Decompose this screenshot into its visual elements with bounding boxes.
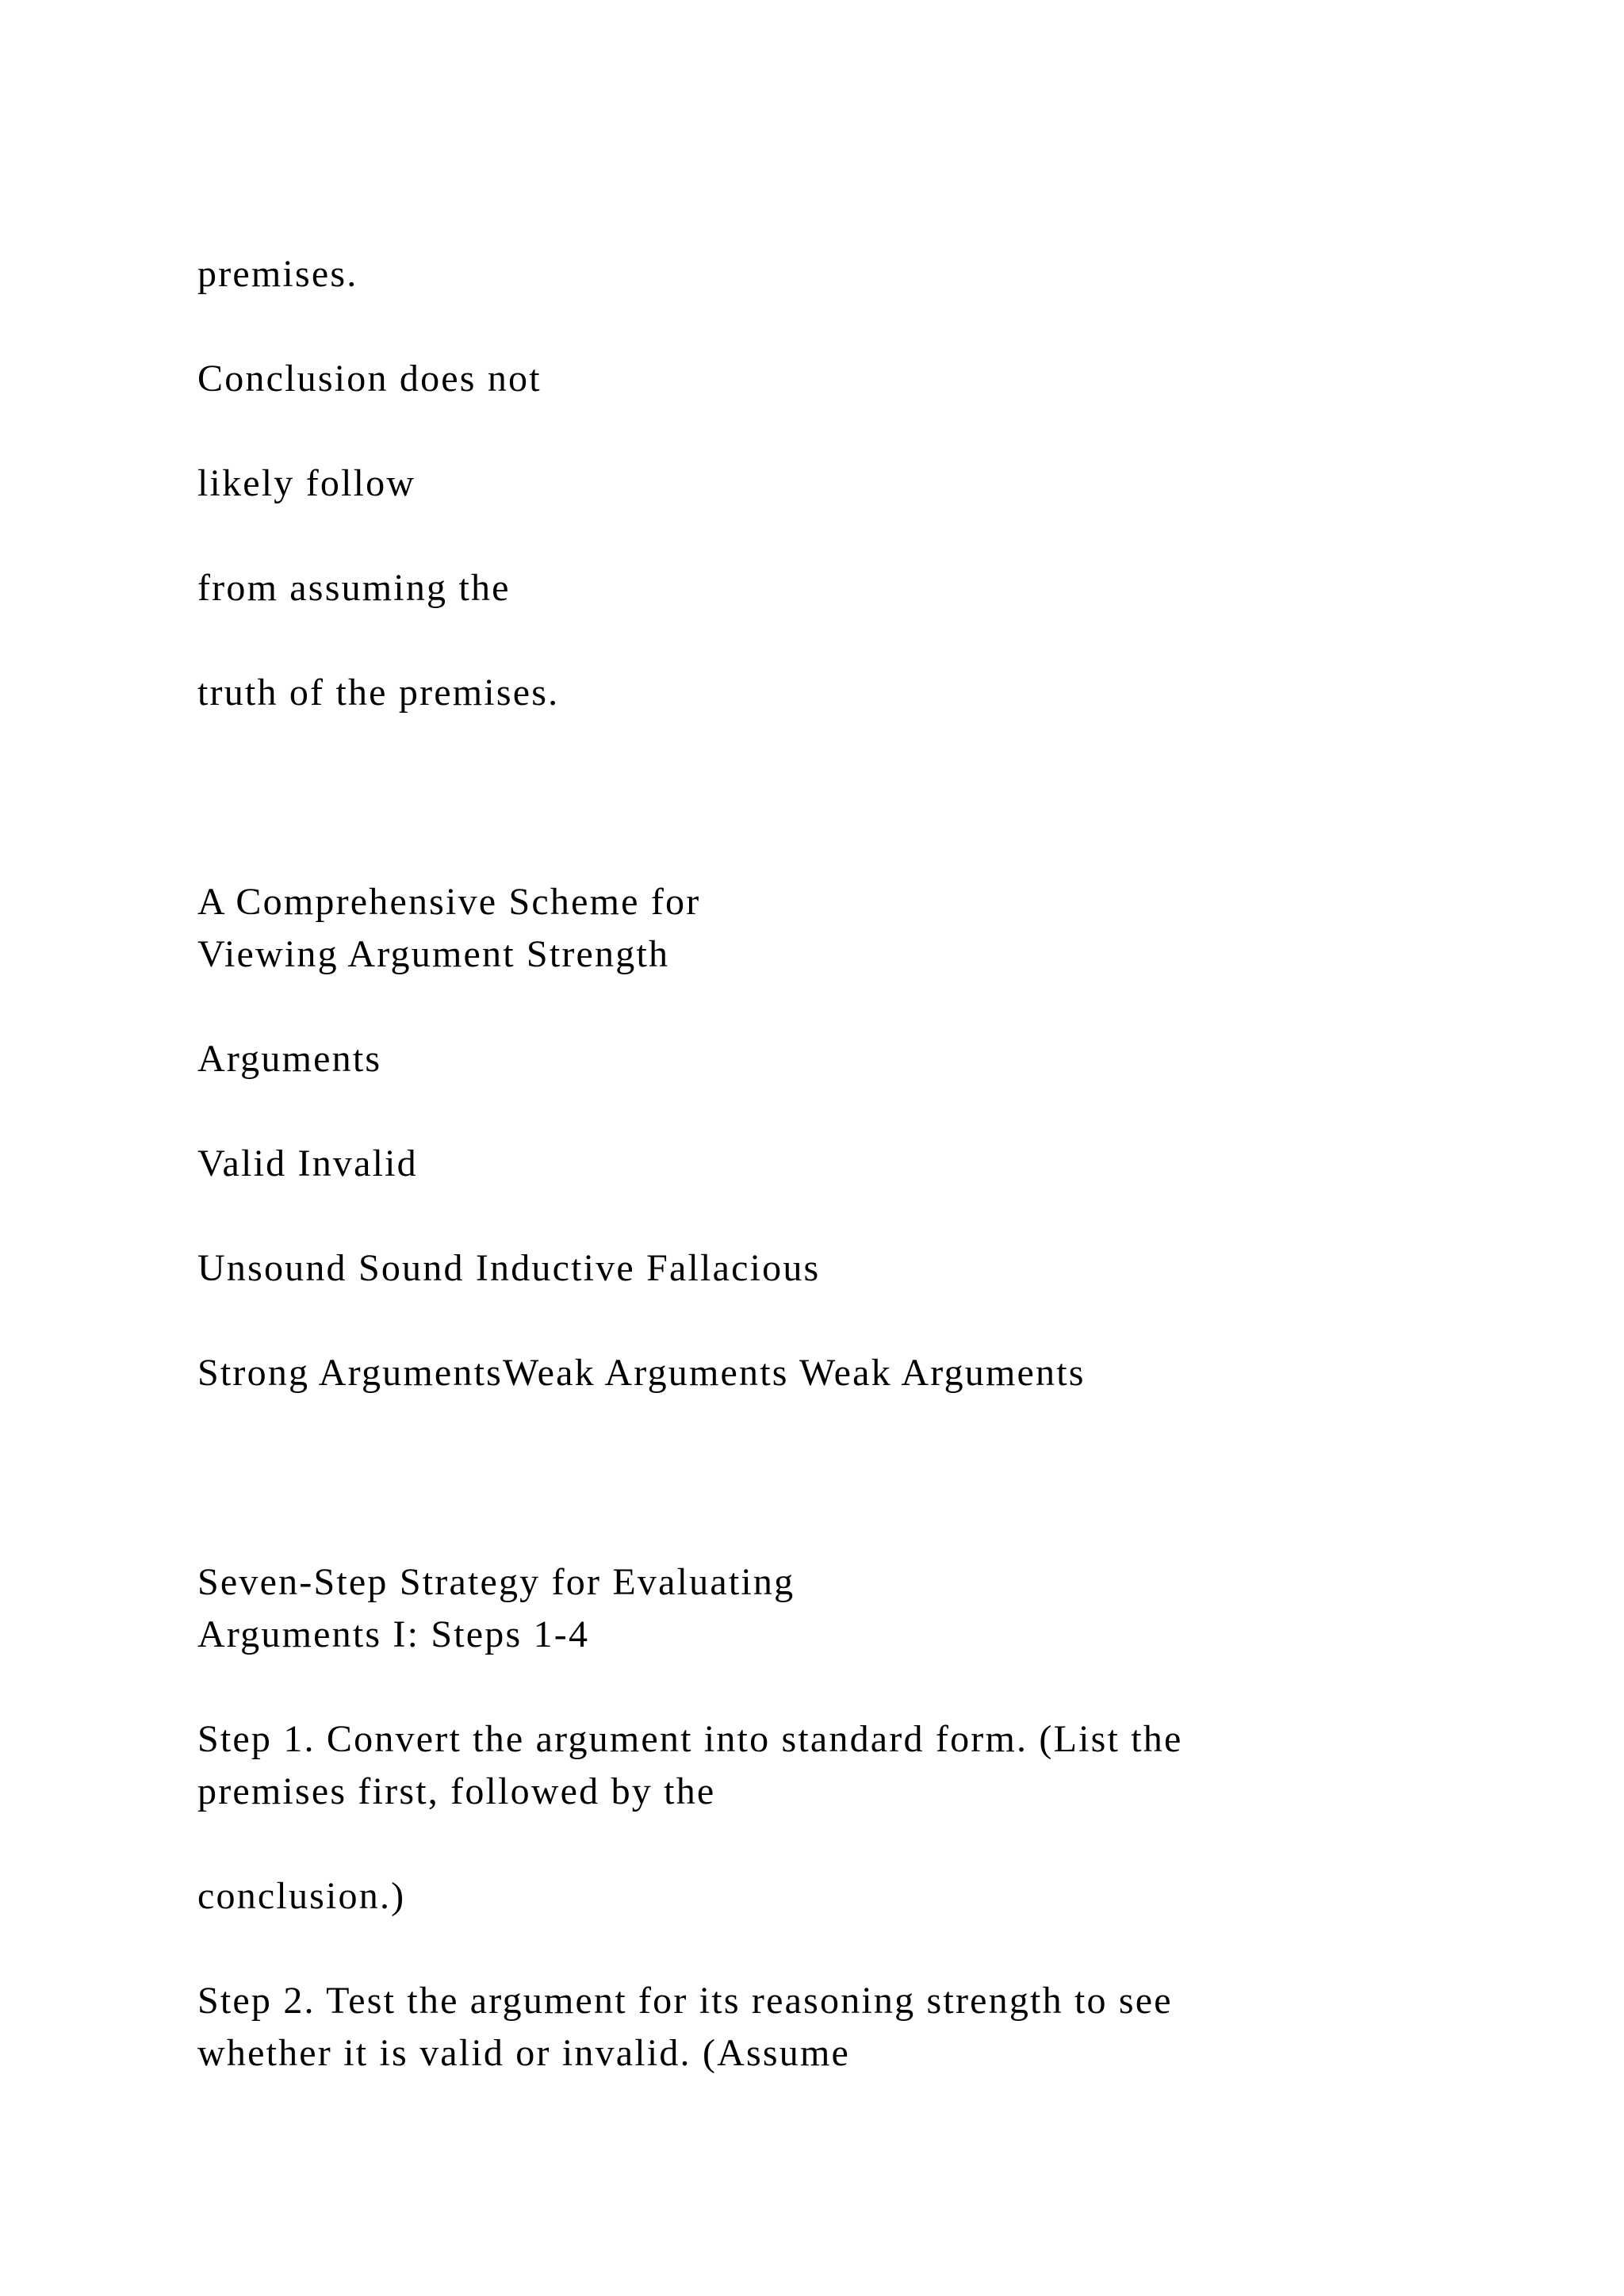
text-line: conclusion.) bbox=[197, 1875, 406, 1917]
text-line: from assuming the bbox=[197, 567, 511, 609]
text-line: truth of the premises. bbox=[197, 672, 560, 714]
text-line: Step 1. Convert the argument into standard form. (List the bbox=[197, 1718, 1183, 1760]
text-line: whether it is valid or invalid. (Assume bbox=[197, 2032, 851, 2074]
section-heading: Viewing Argument Strength bbox=[197, 933, 670, 975]
section-heading: Seven-Step Strategy for Evaluating bbox=[197, 1561, 795, 1603]
text-line: Unsound Sound Inductive Fallacious bbox=[197, 1247, 821, 1289]
text-line: Arguments bbox=[197, 1038, 382, 1080]
section-heading: A Comprehensive Scheme for bbox=[197, 881, 701, 923]
text-line: Step 2. Test the argument for its reasoning strength to see bbox=[197, 1980, 1173, 2022]
text-line: likely follow bbox=[197, 462, 416, 504]
text-line: Conclusion does not bbox=[197, 358, 542, 400]
text-line: premises. bbox=[197, 253, 358, 295]
text-line: Valid Invalid bbox=[197, 1142, 418, 1184]
text-line: premises first, followed by the bbox=[197, 1770, 716, 1812]
text-line: Strong ArgumentsWeak Arguments Weak Arguments bbox=[197, 1352, 1086, 1394]
section-heading: Arguments I: Steps 1-4 bbox=[197, 1613, 590, 1655]
